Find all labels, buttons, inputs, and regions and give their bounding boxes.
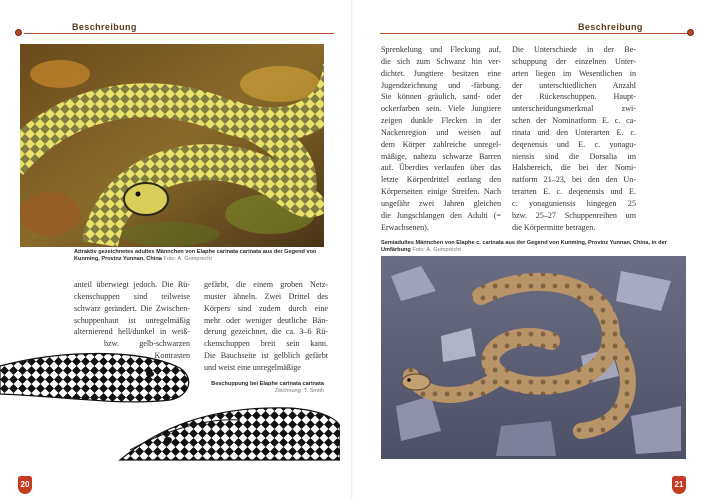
text-line: Die Bauchseite ist gelblich gefärbt [204,351,328,361]
text-line: Körpers sind zudem durch eine [204,303,328,313]
header-bullet-left [15,29,22,36]
text-line: schuppenhaut ist unregelmäßig [74,315,190,325]
text-line: dem Körper zahlreiche unregel- [381,139,501,149]
text-line: c. yonaguniensis hingegen 25 [512,198,636,208]
text-line: die Jungschlangen den Adulti (= [381,210,501,220]
text-line: Sie können gräulich, sand- oder [381,92,501,102]
text-line: der unterschiedlichen Anzahl [512,80,636,90]
photo-caption-left-text: Attraktiv gezeichnetes adultes Männchen von Elaphe carinata carinata aus der Gegend von Kunming, Provinz Yunnan, China [74,249,317,263]
text-line: alternierend hell/dunkel in weiß- [74,327,190,337]
page-number-left: 20 [18,476,32,494]
text-line: unterscheidungsmerkmal zwi- [512,104,636,114]
photo-credit-right: Foto: A. Gumprecht [412,247,461,254]
text-line: mehr oder weniger deutliche Bän- [204,315,328,325]
text-line: auf. Überdies verlaufen über das [381,163,501,173]
photo-caption-right-text: Semiadultes Männchen von Elaphe c. carinata aus der Gegend von Kunming, Provinz Yunnan, China, in der Umfärbung [381,240,667,254]
text-line: muster ähneln. Zwei Drittel des [204,291,328,301]
photo-semiadult-snake [381,256,686,459]
drawing-caption [196,381,324,396]
text-line: schen der Nominatform E. c. ca- [512,116,636,126]
drawing-head-scales [0,348,340,464]
text-line: Körperseiten einige Streifen. Nach [381,187,501,197]
right-page [352,0,704,500]
text-line: der Rückenschuppen. Haupt- [512,92,636,102]
header-rule-right [380,33,688,34]
text-line: Jugendzeichnung und -färbung. [381,80,501,90]
text-line: terarten E. c. deqenensis und E. [512,187,636,197]
text-line: zeigen dunkle Flecken in der [381,116,501,126]
text-line: natform 21–23, bei den den Un- [512,175,636,185]
text-line: letzte Körperdrittel entlang den [381,175,501,185]
text-line: rinata und den Unterarten E. c. [512,127,636,137]
page-header-right: Beschreibung [578,22,643,32]
text-line: ungefähr zwei Jahren gleichen [381,198,501,208]
text-line: Kontrasten [154,351,190,361]
text-line: deqenensis und E. c. yonagu- [512,139,636,149]
text-line: anteil überwiegt jedoch. Die Rü- [74,280,190,289]
photo-adult-snake [20,44,324,247]
body-text-right-col2 [512,44,636,234]
text-line: Sprenkelung und Fleckung auf, [381,45,501,54]
text-line: schwarz gerändert. Die Zwischen- [74,303,190,313]
text-line: Nackenregion und weisen auf [381,127,501,137]
text-line: die Körpermitte betragen. [512,222,596,232]
text-line: dichtet. Jungtiere besitzen eine [381,68,501,78]
text-line: ckenschuppen sind teilweise [74,291,190,301]
text-line: Halsbereich, die bei der Nomi- [512,163,636,173]
text-line: bzw. 25–27 Schuppenreihen um [512,210,636,220]
text-line: gefärbt, die einem groben Netz- [204,280,328,289]
text-line: und weist eine unregelmäßige [204,362,301,372]
photo-caption-right [381,240,671,255]
text-line: die sich zum Schwanz hin ver- [381,56,501,66]
page-header-left: Beschreibung [72,22,137,32]
text-line: ckenschuppen breit sein kann. [204,339,328,349]
header-bullet-right [687,29,694,36]
body-text-right-col1 [381,44,501,234]
text-line: Erwachsenen). [381,222,429,232]
drawing-credit: Zeichnung: T. Smith [274,388,324,395]
text-line: Die Unterschiede in der Be- [512,45,636,54]
text-line: bzw. gelb-schwarzen [104,339,190,349]
text-line: derung gezeichnet, die ca. 3–6 Rü- [204,327,328,337]
drawing-caption-text: Beschuppung bei Elaphe carinata carinata [211,381,324,387]
text-line: ockerfarben sein. Viele Jungtiere [381,104,501,114]
photo-credit-left: Foto: A. Gumprecht [163,256,212,263]
text-line: niensis sind die Dorsalia im [512,151,636,161]
text-line: mäßige, nahezu schwarze Barren [381,151,501,161]
photo-caption-left [74,249,334,264]
text-line: arten liegen im Wesentlichen in [512,68,636,78]
text-line: schuppung der einzelnen Unter- [512,56,636,66]
header-rule-left [24,33,334,34]
page-number-right: 21 [672,476,686,494]
